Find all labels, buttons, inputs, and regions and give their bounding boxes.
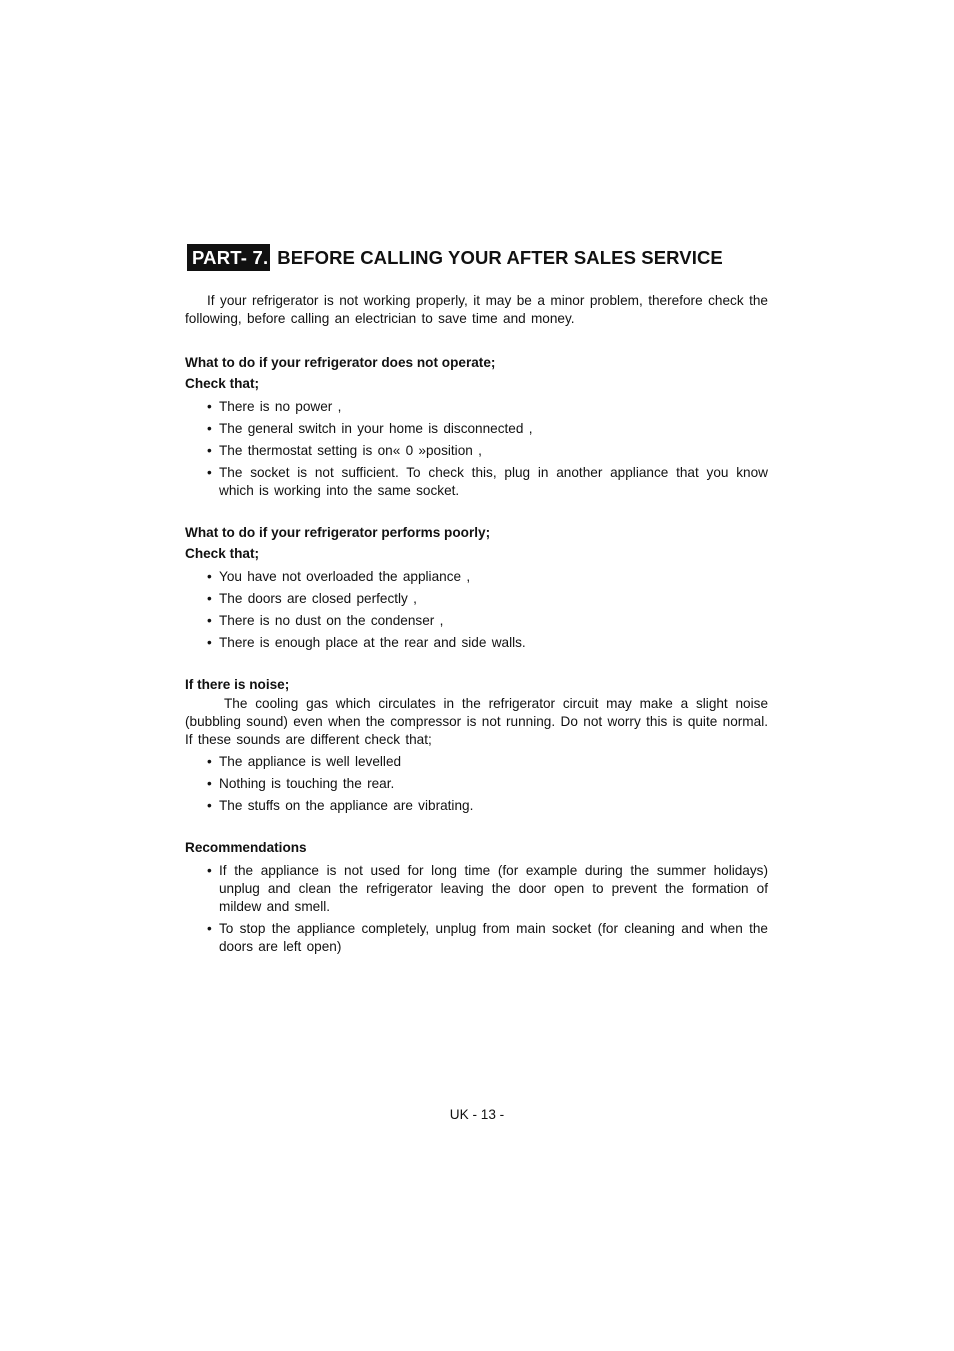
list-item — [185, 568, 768, 586]
page-title: BEFORE CALLING YOUR AFTER SALES SERVICE — [277, 246, 723, 268]
list-item — [185, 775, 768, 793]
list-item-text: The stuffs on the appliance are vibrating. — [219, 798, 474, 813]
list-item-text: The general switch in your home is disconnected , — [219, 421, 533, 436]
bullet-icon: • — [207, 754, 212, 769]
section-title: Recommendations — [185, 840, 307, 855]
list-item — [185, 442, 768, 460]
bullet-icon: • — [207, 569, 212, 584]
part-label-badge: PART- 7. — [187, 244, 270, 271]
list-item — [185, 398, 768, 416]
list-item-text: The thermostat setting is on« 0 »position , — [219, 443, 482, 458]
section-noise — [185, 674, 768, 815]
list-item-text: The socket is not sufficient. To check this, plug in another appliance that you know which is working into the same socket. — [219, 465, 768, 498]
intro-paragraph: If your refrigerator is not working properly, it may be a minor problem, therefore check the following, before calling an electrician to save time and money. — [185, 293, 768, 326]
bullet-icon: • — [207, 613, 212, 628]
list-item-text: If the appliance is not used for long time (for example during the summer holidays) unplug and clean the refrigerator leaving the door open to prevent the formation of mildew and smell. — [219, 863, 768, 914]
list-item — [185, 753, 768, 771]
list-item — [185, 797, 768, 815]
list-item — [185, 464, 768, 500]
bullet-icon: • — [207, 635, 212, 650]
section-title: What to do if your refrigerator does not operate; — [185, 355, 496, 370]
list-item — [185, 634, 768, 652]
recommendation-list — [185, 862, 768, 956]
checklist — [185, 568, 768, 652]
bullet-icon: • — [207, 465, 212, 480]
bullet-icon: • — [207, 421, 212, 436]
list-item-text: The doors are closed perfectly , — [219, 591, 417, 606]
list-item-text: The appliance is well levelled — [219, 754, 402, 769]
list-item — [185, 920, 768, 956]
section-title: What to do if your refrigerator performs poorly; — [185, 525, 491, 540]
list-item — [185, 420, 768, 438]
page-number: UK - 13 - — [449, 1107, 505, 1122]
list-item-text: Nothing is touching the rear. — [219, 776, 395, 791]
bullet-icon: • — [207, 399, 212, 414]
list-item — [185, 862, 768, 916]
bullet-icon: • — [207, 798, 212, 813]
section-subtitle: Check that; — [185, 546, 260, 561]
bullet-icon: • — [207, 591, 212, 606]
list-item-text: To stop the appliance completely, unplug from main socket (for cleaning and when the doors are left open) — [219, 921, 768, 954]
section-does-not-operate — [185, 352, 768, 500]
section-heading — [187, 244, 723, 271]
list-item — [185, 590, 768, 608]
section-title: If there is noise; — [185, 677, 290, 692]
list-item-text: There is enough place at the rear and side walls. — [219, 635, 526, 650]
bullet-icon: • — [207, 776, 212, 791]
main-content — [185, 292, 768, 956]
bullet-icon: • — [207, 443, 212, 458]
noise-paragraph: The cooling gas which circulates in the refrigerator circuit may make a slight noise (bubbling sound) even when the compressor is not running. Do not worry this is quite normal. If these sounds are different check that; — [185, 696, 768, 747]
list-item — [185, 612, 768, 630]
section-recommendations — [185, 837, 768, 956]
list-item-text: There is no dust on the condenser , — [219, 613, 444, 628]
bullet-icon: • — [207, 921, 212, 936]
checklist — [185, 753, 768, 815]
checklist — [185, 398, 768, 500]
section-performs-poorly — [185, 522, 768, 652]
list-item-text: You have not overloaded the appliance , — [219, 569, 471, 584]
bullet-icon: • — [207, 863, 212, 878]
section-subtitle: Check that; — [185, 376, 260, 391]
list-item-text: There is no power , — [219, 399, 342, 414]
